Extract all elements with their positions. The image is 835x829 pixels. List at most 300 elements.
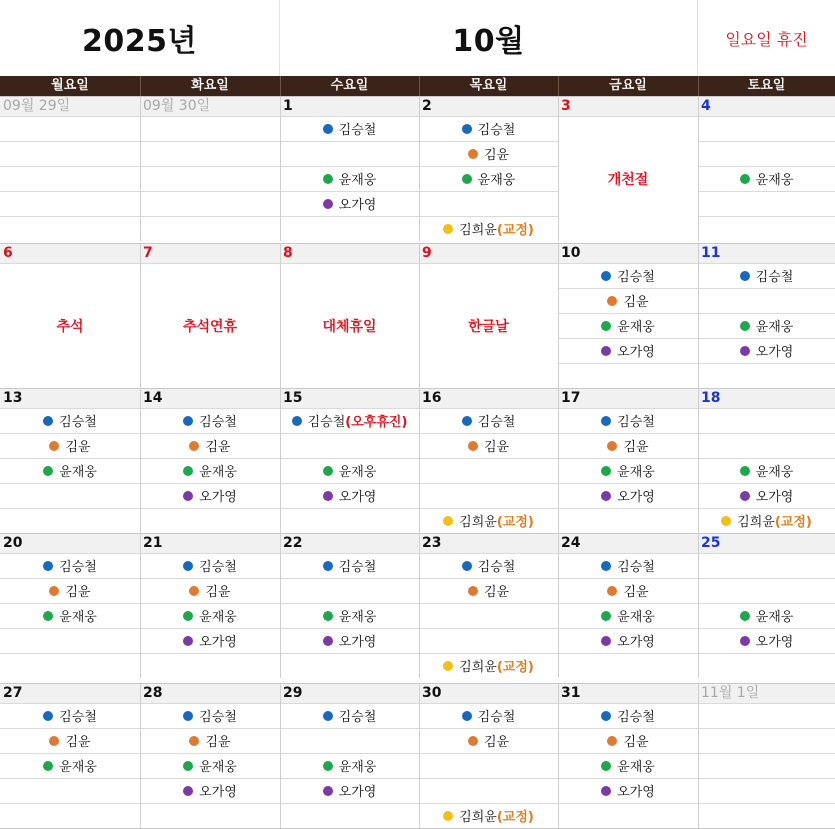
column-divider: [698, 243, 699, 388]
staff-dot-icon: [43, 761, 53, 771]
column-divider: [140, 388, 141, 533]
staff-dot-icon: [183, 786, 193, 796]
slot-divider: [698, 578, 835, 579]
staff-name: 오가영: [617, 785, 655, 800]
slot-divider: [419, 191, 558, 192]
column-divider: [558, 243, 559, 388]
staff-dot-icon: [189, 441, 199, 451]
staff-name: 김윤: [483, 735, 510, 750]
staff-name: 윤재웅: [755, 320, 794, 335]
weekday-header: 목요일: [469, 78, 508, 93]
column-divider: [280, 96, 281, 241]
schedule-entry: [698, 628, 835, 653]
staff-name: 오가영: [338, 198, 377, 213]
slot-divider: [0, 628, 140, 629]
staff-name: 김승철: [755, 270, 794, 285]
staff-name: 오가영: [617, 490, 655, 505]
staff-name: 김희윤: [459, 515, 497, 530]
staff-dot-icon: [740, 346, 750, 356]
staff-name: 김승철: [199, 415, 237, 430]
staff-name: 윤재웅: [755, 173, 794, 188]
staff-dot-icon: [49, 441, 59, 451]
staff-name: 윤재웅: [617, 760, 655, 775]
entry-note: (교정): [496, 660, 534, 675]
slot-divider: [0, 191, 140, 192]
column-divider: [140, 533, 141, 678]
staff-name: 윤재웅: [338, 760, 377, 775]
staff-dot-icon: [601, 711, 611, 721]
staff-name: 오가영: [199, 785, 237, 800]
schedule-entry: [558, 753, 698, 778]
schedule-entry: [0, 703, 140, 728]
weekday-header: 화요일: [191, 78, 229, 93]
staff-dot-icon: [49, 736, 59, 746]
staff-dot-icon: [183, 466, 193, 476]
slot-divider: [419, 458, 558, 459]
staff-name: 윤재웅: [59, 465, 97, 480]
staff-dot-icon: [183, 711, 193, 721]
slot-divider: [280, 508, 419, 509]
slot-divider: [419, 603, 558, 604]
schedule-entry: [558, 458, 698, 483]
staff-name: 오가영: [338, 635, 377, 650]
staff-name: 김윤: [205, 585, 231, 600]
date-number: 15: [283, 390, 303, 406]
holiday-label: 추석: [56, 318, 84, 335]
date-number: 22: [283, 535, 303, 551]
staff-name: 김윤: [483, 148, 510, 163]
staff-dot-icon: [183, 611, 193, 621]
staff-name: 김윤: [623, 440, 649, 455]
schedule-entry: [558, 433, 698, 458]
weekday-header: 토요일: [747, 78, 786, 93]
date-number: 4: [701, 98, 711, 114]
column-divider: [558, 683, 559, 828]
staff-name: 오가영: [199, 635, 237, 650]
staff-name: 윤재웅: [755, 465, 794, 480]
schedule-entry: [698, 603, 835, 628]
column-divider: [419, 243, 420, 388]
slot-divider: [698, 141, 835, 142]
column-divider: [280, 533, 281, 678]
schedule-entry: [558, 578, 698, 603]
staff-name: 김승철: [477, 710, 516, 725]
staff-dot-icon: [183, 761, 193, 771]
slot-divider: [0, 803, 140, 804]
staff-dot-icon: [43, 711, 53, 721]
schedule-entry: [558, 628, 698, 653]
column-divider: [419, 683, 420, 828]
entry-note: (교정): [774, 515, 812, 530]
column-divider: [558, 96, 559, 241]
slot-divider: [0, 508, 140, 509]
staff-dot-icon: [323, 636, 333, 646]
schedule-entry: [558, 313, 698, 338]
date-number: 11월 1일: [701, 685, 760, 701]
slot-divider: [140, 191, 280, 192]
staff-name: 김승철: [59, 560, 97, 575]
schedule-entry: [558, 728, 698, 753]
staff-name: 윤재웅: [59, 610, 97, 625]
staff-dot-icon: [462, 416, 472, 426]
slot-divider: [419, 778, 558, 779]
schedule-entry: [419, 553, 558, 578]
column-divider: [140, 243, 141, 388]
closure-note: [698, 0, 835, 76]
staff-dot-icon: [740, 466, 750, 476]
schedule-entry: [280, 408, 419, 433]
slot-divider: [140, 141, 280, 142]
staff-name: 김승철: [617, 270, 655, 285]
holiday-label: 추석연휴: [182, 318, 238, 335]
staff-dot-icon: [607, 736, 617, 746]
schedule-entry: [140, 458, 280, 483]
schedule-entry: [140, 603, 280, 628]
schedule-entry: [140, 483, 280, 508]
staff-dot-icon: [601, 416, 611, 426]
staff-dot-icon: [323, 611, 333, 621]
staff-name: 김승철: [477, 560, 516, 575]
staff-dot-icon: [323, 199, 333, 209]
weekday-divider: [280, 76, 281, 96]
staff-name: 김윤: [205, 440, 231, 455]
staff-name: 김승철: [617, 710, 655, 725]
staff-name: 김승철: [338, 710, 377, 725]
date-number: 23: [422, 535, 442, 551]
staff-dot-icon: [183, 491, 193, 501]
schedule-entry: [140, 778, 280, 803]
slot-divider: [419, 483, 558, 484]
schedule-entry: [0, 603, 140, 628]
schedule-entry: [419, 728, 558, 753]
date-number: 24: [561, 535, 581, 551]
slot-divider: [280, 653, 419, 654]
staff-name: 김윤: [623, 295, 649, 310]
slot-divider: [0, 141, 140, 142]
schedule-entry: [419, 433, 558, 458]
staff-name: 김윤: [483, 585, 510, 600]
staff-dot-icon: [607, 586, 617, 596]
entry-note: (교정): [496, 515, 534, 530]
staff-dot-icon: [468, 586, 478, 596]
column-divider: [698, 96, 699, 241]
staff-name: 김윤: [65, 735, 91, 750]
schedule-entry: [558, 338, 698, 363]
schedule-entry: [558, 483, 698, 508]
schedule-entry: [698, 483, 835, 508]
schedule-entry: [0, 408, 140, 433]
staff-name: 오가영: [755, 635, 794, 650]
month-header: [280, 0, 698, 76]
slot-divider: [698, 288, 835, 289]
slot-divider: [698, 216, 835, 217]
staff-name: 윤재웅: [338, 173, 377, 188]
staff-dot-icon: [601, 561, 611, 571]
column-divider: [280, 243, 281, 388]
schedule-entry: [140, 703, 280, 728]
schedule-entry: [698, 166, 835, 191]
schedule-entry: [419, 216, 558, 241]
slot-divider: [280, 216, 419, 217]
staff-name: 오가영: [338, 490, 377, 505]
staff-name: 김승철: [199, 560, 237, 575]
schedule-entry: [280, 603, 419, 628]
staff-name: 김승철: [477, 415, 516, 430]
weekday-divider: [698, 76, 699, 96]
date-number: 20: [3, 535, 23, 551]
date-number: 13: [3, 390, 23, 406]
staff-dot-icon: [323, 711, 333, 721]
schedule-entry: [140, 433, 280, 458]
weekday-divider: [140, 76, 141, 96]
schedule-entry: [558, 553, 698, 578]
slot-divider: [558, 653, 698, 654]
slot-divider: [280, 728, 419, 729]
staff-dot-icon: [740, 611, 750, 621]
staff-name: 김희윤: [459, 660, 497, 675]
schedule-entry: [280, 191, 419, 216]
weekday-divider: [419, 76, 420, 96]
schedule-entry: [280, 483, 419, 508]
schedule-entry: [698, 263, 835, 288]
staff-dot-icon: [183, 561, 193, 571]
schedule-entry: [558, 603, 698, 628]
column-divider: [140, 96, 141, 241]
date-number: 3: [561, 98, 571, 114]
date-number: 7: [143, 245, 153, 261]
staff-name: 오가영: [755, 490, 794, 505]
schedule-entry: [419, 116, 558, 141]
slot-divider: [0, 166, 140, 167]
staff-dot-icon: [323, 761, 333, 771]
weekday-divider: [558, 76, 559, 96]
staff-name: 윤재웅: [338, 465, 377, 480]
staff-name: 김승철: [338, 123, 377, 138]
date-number: 27: [3, 685, 23, 701]
staff-dot-icon: [443, 811, 453, 821]
date-number: 18: [701, 390, 721, 406]
slot-divider: [140, 803, 280, 804]
staff-dot-icon: [601, 636, 611, 646]
slot-divider: [140, 216, 280, 217]
staff-name: 김윤: [65, 585, 91, 600]
slot-divider: [0, 778, 140, 779]
holiday-label: 대체휴일: [322, 318, 377, 335]
staff-dot-icon: [468, 441, 478, 451]
staff-dot-icon: [189, 586, 199, 596]
staff-dot-icon: [323, 124, 333, 134]
schedule-entry: [419, 803, 558, 828]
schedule-entry: [280, 458, 419, 483]
staff-dot-icon: [601, 761, 611, 771]
column-divider: [558, 388, 559, 533]
staff-dot-icon: [601, 786, 611, 796]
staff-name: 오가영: [755, 345, 794, 360]
schedule-entry: [280, 116, 419, 141]
slot-divider: [558, 363, 698, 364]
slot-divider: [140, 508, 280, 509]
staff-dot-icon: [43, 416, 53, 426]
staff-name: 김승철: [477, 123, 516, 138]
date-number: 2: [422, 98, 432, 114]
staff-dot-icon: [183, 416, 193, 426]
slot-divider: [698, 728, 835, 729]
holiday-label: 한글날: [468, 318, 509, 335]
staff-dot-icon: [323, 786, 333, 796]
slot-divider: [0, 216, 140, 217]
schedule-entry: [558, 408, 698, 433]
slot-divider: [0, 483, 140, 484]
staff-dot-icon: [43, 561, 53, 571]
staff-dot-icon: [601, 321, 611, 331]
staff-name: 김승철: [307, 415, 346, 430]
staff-name: 김승철: [199, 710, 237, 725]
staff-dot-icon: [468, 736, 478, 746]
staff-name: 김희윤: [459, 223, 497, 238]
schedule-entry: [419, 408, 558, 433]
staff-dot-icon: [601, 491, 611, 501]
date-number: 16: [422, 390, 442, 406]
staff-name: 윤재웅: [617, 610, 655, 625]
slot-divider: [698, 191, 835, 192]
entry-note: (교정): [496, 810, 534, 825]
column-divider: [280, 683, 281, 828]
schedule-entry: [0, 578, 140, 603]
schedule-entry: [140, 408, 280, 433]
slot-divider: [558, 508, 698, 509]
sunday-closed-note: 일요일 휴진: [725, 29, 808, 49]
date-number: 09월 29일: [3, 98, 71, 114]
weekday-header: 금요일: [609, 78, 647, 93]
slot-divider: [280, 433, 419, 434]
staff-dot-icon: [740, 174, 750, 184]
staff-dot-icon: [462, 124, 472, 134]
column-divider: [698, 683, 699, 828]
date-number: 10: [561, 245, 581, 261]
staff-dot-icon: [601, 466, 611, 476]
staff-dot-icon: [740, 321, 750, 331]
schedule-entry: [140, 553, 280, 578]
staff-name: 윤재웅: [617, 465, 655, 480]
column-divider: [419, 388, 420, 533]
schedule-entry: [698, 313, 835, 338]
date-number: 17: [561, 390, 581, 406]
schedule-entry: [140, 578, 280, 603]
staff-name: 오가영: [617, 345, 655, 360]
staff-dot-icon: [740, 636, 750, 646]
slot-divider: [698, 363, 835, 364]
date-number: 11: [701, 245, 721, 261]
staff-dot-icon: [740, 491, 750, 501]
schedule-entry: [280, 628, 419, 653]
staff-dot-icon: [323, 491, 333, 501]
date-number: 28: [143, 685, 163, 701]
date-number: 9: [422, 245, 432, 261]
staff-dot-icon: [189, 736, 199, 746]
schedule-entry: [419, 578, 558, 603]
date-number: 8: [283, 245, 293, 261]
column-divider: [698, 388, 699, 533]
slot-divider: [280, 141, 419, 142]
entry-note: (교정): [496, 223, 534, 238]
year-label: 2025년: [82, 24, 197, 59]
schedule-entry: [140, 728, 280, 753]
staff-dot-icon: [462, 711, 472, 721]
staff-name: 윤재웅: [338, 610, 377, 625]
column-divider: [280, 388, 281, 533]
schedule-entry: [280, 703, 419, 728]
staff-dot-icon: [443, 224, 453, 234]
date-number: 30: [422, 685, 442, 701]
staff-dot-icon: [443, 516, 453, 526]
staff-dot-icon: [601, 346, 611, 356]
weekday-header: 월요일: [51, 78, 89, 93]
column-divider: [558, 533, 559, 678]
staff-dot-icon: [323, 466, 333, 476]
date-number: 25: [701, 535, 721, 551]
staff-dot-icon: [468, 149, 478, 159]
schedule-entry: [140, 753, 280, 778]
schedule-entry: [419, 508, 558, 533]
staff-name: 김윤: [65, 440, 91, 455]
schedule-entry: [558, 778, 698, 803]
date-number: 14: [143, 390, 163, 406]
staff-name: 김승철: [338, 560, 377, 575]
column-divider: [140, 683, 141, 828]
slot-divider: [698, 803, 835, 804]
staff-name: 김승철: [59, 415, 97, 430]
staff-dot-icon: [740, 271, 750, 281]
staff-name: 윤재웅: [199, 610, 237, 625]
staff-name: 김윤: [623, 585, 649, 600]
staff-name: 김윤: [623, 735, 649, 750]
staff-name: 오가영: [338, 785, 377, 800]
schedule-entry: [140, 628, 280, 653]
staff-dot-icon: [607, 441, 617, 451]
staff-name: 김승철: [59, 710, 97, 725]
staff-name: 오가영: [199, 490, 237, 505]
staff-dot-icon: [43, 466, 53, 476]
staff-dot-icon: [462, 561, 472, 571]
slot-divider: [698, 433, 835, 434]
schedule-entry: [698, 508, 835, 533]
schedule-entry: [419, 703, 558, 728]
schedule-entry: [280, 166, 419, 191]
schedule-entry: [280, 553, 419, 578]
staff-name: 김희윤: [459, 810, 497, 825]
slot-divider: [698, 653, 835, 654]
staff-dot-icon: [607, 296, 617, 306]
date-number: 1: [283, 98, 293, 114]
staff-dot-icon: [601, 611, 611, 621]
staff-dot-icon: [323, 561, 333, 571]
staff-name: 오가영: [617, 635, 655, 650]
date-number: 21: [143, 535, 163, 551]
staff-dot-icon: [323, 174, 333, 184]
staff-dot-icon: [49, 586, 59, 596]
staff-dot-icon: [462, 174, 472, 184]
staff-name: 윤재웅: [59, 760, 97, 775]
schedule-entry: [419, 653, 558, 678]
slot-divider: [0, 653, 140, 654]
schedule-entry: [0, 728, 140, 753]
schedule-entry: [698, 338, 835, 363]
slot-divider: [698, 778, 835, 779]
staff-dot-icon: [721, 516, 731, 526]
staff-name: 김승철: [617, 560, 655, 575]
staff-name: 김승철: [617, 415, 655, 430]
schedule-entry: [419, 141, 558, 166]
